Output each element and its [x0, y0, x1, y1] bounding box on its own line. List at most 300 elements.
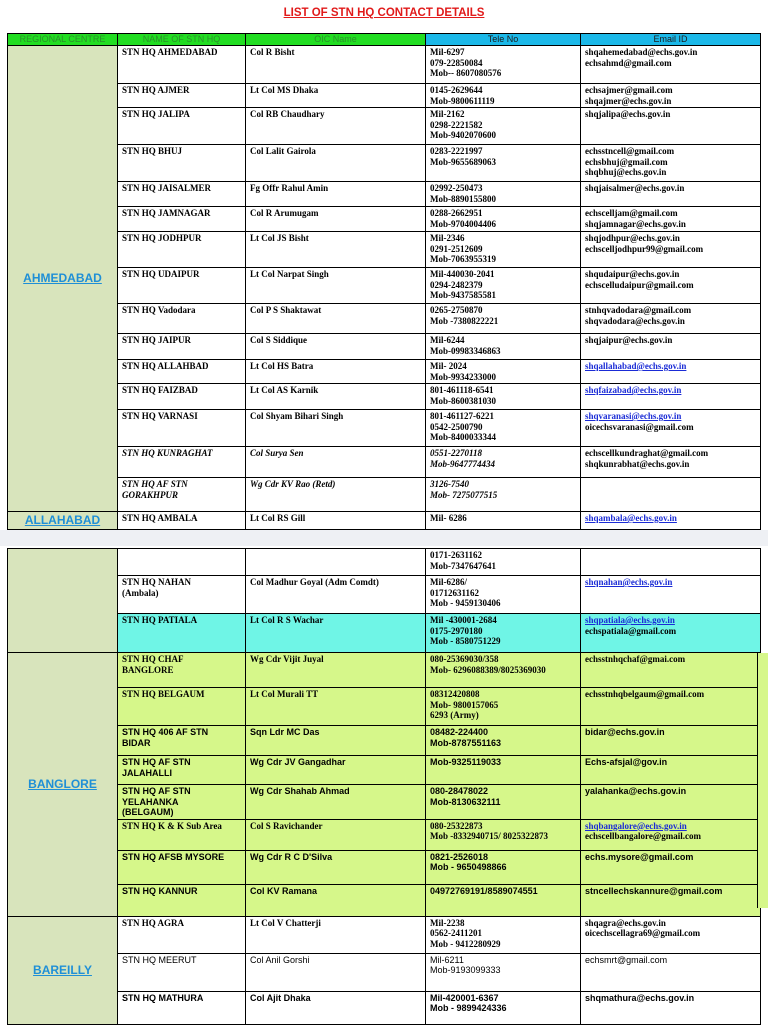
- tele-no: [426, 145, 581, 182]
- table-row: [8, 916, 761, 953]
- regional-centre-allahabad[interactable]: ALLAHABAD: [8, 512, 118, 530]
- document-title: LIST OF STN HQ CONTACT DETAILS: [283, 7, 485, 19]
- tele-no: [426, 884, 581, 916]
- table-row: [8, 726, 761, 756]
- tele-no: [426, 304, 581, 334]
- table-row: [8, 756, 761, 785]
- cell-line: STN HQ MATHURA: [122, 992, 204, 1003]
- email-id: [581, 304, 761, 334]
- table-edge-fill: [757, 653, 768, 908]
- stn-hq-name: [118, 688, 246, 726]
- cell-line: 0265-2750870: [430, 305, 483, 315]
- cell-line: STN HQ AF STN: [122, 786, 191, 796]
- cell-line: Mob-8787551163: [430, 737, 502, 748]
- email-id: [581, 576, 761, 614]
- cell-line: Mob- 9800157065: [430, 699, 499, 710]
- oic-name: [246, 785, 426, 820]
- tele-no: [426, 268, 581, 304]
- email-id: [581, 268, 761, 304]
- cell-line: shqajmer@echs.gov.in: [585, 95, 672, 106]
- email-id: [581, 478, 761, 512]
- cell-line: Wg Cdr JV Gangadhar: [250, 757, 346, 767]
- regional-centre-bareilly[interactable]: BAREILLY: [8, 916, 118, 1024]
- cell-line: 079-22850084: [430, 57, 483, 68]
- cell-line: 08312420808: [430, 689, 480, 699]
- oic-name: [246, 991, 426, 1024]
- cell-line: Mil-6286/: [430, 577, 467, 587]
- header-email-id: Email ID: [581, 34, 761, 46]
- cell-line: Mob-8400033344: [430, 432, 496, 442]
- table-row: [8, 334, 761, 360]
- oic-name: [246, 384, 426, 410]
- oic-name: [246, 819, 426, 850]
- oic-name: [246, 850, 426, 884]
- table-row: [8, 850, 761, 884]
- cell-line: BANGLORE: [122, 664, 174, 675]
- header-oic-name: OIC Name: [246, 34, 426, 46]
- cell-line: Col KV Ramana: [250, 885, 318, 896]
- cell-line: Mob -8332940715/ 8025322873: [430, 831, 548, 841]
- email-id: [581, 84, 761, 108]
- contact-table-lower: [7, 548, 761, 1025]
- cell-line: STN HQ CHAF: [122, 654, 184, 664]
- cell-line: Mob-7063955319: [430, 254, 496, 264]
- tele-no: [426, 726, 581, 756]
- tele-no: [426, 447, 581, 478]
- header-row: [8, 34, 761, 46]
- cell-line: Mil- 2024: [430, 361, 467, 371]
- email-link[interactable]: shqnahan@echs.gov.in: [585, 577, 673, 587]
- cell-line: STN HQ JODHPUR: [122, 233, 202, 243]
- cell-line: GORAKHPUR: [122, 489, 179, 500]
- email-link[interactable]: shqfaizabad@echs.gov.in: [585, 385, 682, 395]
- email-id: [581, 145, 761, 182]
- header-regional-centre: REGIONAL CENTRE: [8, 34, 118, 46]
- table-row: [8, 785, 761, 820]
- cell-line: Mob-9800611119: [430, 95, 495, 106]
- email-id: [581, 207, 761, 232]
- stn-hq-name: [118, 182, 246, 207]
- stn-hq-name: [118, 360, 246, 384]
- cell-line: echsstncell@gmail.com: [585, 146, 675, 156]
- oic-name: [246, 268, 426, 304]
- cell-line: Mil-6297: [430, 47, 465, 57]
- cell-line: 080-25369030/358: [430, 654, 499, 664]
- regional-centre-ahmedabad[interactable]: AHMEDABAD: [8, 46, 118, 512]
- cell-line: STN HQ ALLAHBAD: [122, 361, 209, 371]
- cell-line: shqjodhpur@echs.gov.in: [585, 233, 680, 243]
- cell-line: Lt Col V Chatterji: [250, 917, 321, 928]
- stn-hq-name: [118, 232, 246, 268]
- tele-no: [426, 549, 581, 576]
- header-stn-hq: NAME OF STN HQ: [118, 34, 246, 46]
- tele-no: [426, 653, 581, 688]
- stn-hq-name: [118, 991, 246, 1024]
- cell-line: STN HQ K & K Sub Area: [122, 820, 222, 831]
- cell-line: Lt Col AS Karnik: [250, 385, 319, 395]
- cell-line: STN HQ AF STN: [122, 479, 188, 489]
- cell-line: 0294-2482379: [430, 279, 483, 290]
- cell-line: 04972769191/8589074551: [430, 885, 538, 896]
- cell-line: Mil-6211: [430, 954, 464, 965]
- cell-line: 080-28478022: [430, 786, 489, 796]
- cell-line: echscelljodhpur99@gmail.com: [585, 243, 704, 254]
- table-row: [8, 512, 761, 530]
- cell-line: 0288-2662951: [430, 208, 483, 218]
- cell-line: STN HQ AHMEDABAD: [122, 47, 218, 57]
- tele-no: [426, 688, 581, 726]
- cell-line: Mob-8600381030: [430, 395, 496, 406]
- cell-line: Lt Col RS Gill: [250, 513, 306, 523]
- tele-no: [426, 360, 581, 384]
- stn-hq-name: [118, 268, 246, 304]
- cell-line: shqkunrabhat@echs.gov.in: [585, 458, 690, 469]
- cell-line: Mob -7380822221: [430, 315, 499, 326]
- table-row: [8, 447, 761, 478]
- cell-line: stncellechskannure@gmail.com: [585, 885, 723, 896]
- cell-line: Mob-9704004406: [430, 218, 496, 229]
- cell-line: Mob- 6296088389/8025369030: [430, 664, 546, 675]
- cell-line: Mob- 7275077515: [430, 489, 498, 500]
- table-row: [8, 991, 761, 1024]
- tele-no: [426, 478, 581, 512]
- cell-line: Mob-- 8607080576: [430, 68, 502, 78]
- oic-name: [246, 410, 426, 447]
- cell-line: STN HQ AMBALA: [122, 513, 198, 523]
- cell-line: echsahmd@gmail.com: [585, 57, 672, 68]
- cell-line: YELAHANKA: [122, 796, 179, 807]
- cell-line: STN HQ JAMNAGAR: [122, 208, 211, 218]
- regional-centre-continued: [8, 549, 118, 653]
- cell-line: STN HQ NAHAN: [122, 577, 192, 587]
- oic-name: [246, 726, 426, 756]
- cell-line: Col Anil Gorshi: [250, 954, 310, 965]
- cell-line: shqjaipur@echs.gov.in: [585, 335, 673, 345]
- cell-line: STN HQ JALIPA: [122, 109, 190, 119]
- cell-line: shqvadodara@echs.gov.in: [585, 315, 685, 326]
- oic-name: [246, 688, 426, 726]
- cell-line: STN HQ MEERUT: [122, 954, 197, 965]
- cell-line: Mob-8890155800: [430, 193, 496, 204]
- table-row: [8, 549, 761, 576]
- table-row: [8, 145, 761, 182]
- oic-name: [246, 953, 426, 991]
- cell-line: Mob - 8580751229: [430, 636, 501, 646]
- cell-line: Col RB Chaudhary: [250, 109, 325, 119]
- cell-line: 0562-2411201: [430, 928, 483, 938]
- table-row: [8, 108, 761, 145]
- tele-no: [426, 334, 581, 360]
- cell-line: STN HQ AJMER: [122, 85, 190, 95]
- stn-hq-name: [118, 549, 246, 576]
- cell-line: Lt Col JS Bisht: [250, 233, 309, 243]
- email-id: [581, 360, 761, 384]
- email-id: [581, 512, 761, 530]
- cell-line: Lt Col R S Wachar: [250, 615, 324, 625]
- cell-line: 0145-2629644: [430, 85, 483, 95]
- oic-name: [246, 232, 426, 268]
- cell-line: STN HQ AFSB MYSORE: [122, 851, 225, 862]
- cell-line: STN HQ KANNUR: [122, 885, 198, 896]
- stn-hq-name: [118, 304, 246, 334]
- tele-no: [426, 756, 581, 785]
- stn-hq-name: [118, 653, 246, 688]
- oic-name: [246, 884, 426, 916]
- cell-line: Lt Col HS Batra: [250, 361, 314, 371]
- cell-line: STN HQ Vadodara: [122, 305, 196, 315]
- cell-line: STN HQ FAIZBAD: [122, 385, 198, 395]
- cell-line: 0821-2526018: [430, 851, 489, 862]
- oic-name: [246, 614, 426, 653]
- cell-line: echsmrt@gmail.com: [585, 954, 668, 965]
- cell-line: 01712631162: [430, 587, 480, 598]
- cell-line: echscelludaipur@gmail.com: [585, 279, 694, 290]
- stn-hq-name: [118, 410, 246, 447]
- cell-line: Mob-9402070600: [430, 130, 496, 140]
- cell-line: shqmathura@echs.gov.in: [585, 992, 695, 1003]
- table-row: [8, 384, 761, 410]
- cell-line: STN HQ PATIALA: [122, 615, 198, 625]
- cell-line: BIDAR: [122, 737, 151, 748]
- cell-line: Mob - 9412280929: [430, 938, 501, 949]
- cell-line: echs.mysore@gmail.com: [585, 851, 694, 862]
- tele-no: [426, 850, 581, 884]
- cell-line: bidar@echs.gov.in: [585, 727, 665, 737]
- cell-line: shqagra@echs.gov.in: [585, 917, 666, 928]
- cell-line: echscelljam@gmail.com: [585, 208, 678, 218]
- cell-line: echscellbangalore@gmail.com: [585, 831, 701, 841]
- cell-line: STN HQ AGRA: [122, 917, 185, 928]
- cell-line: 02992-250473: [430, 183, 483, 193]
- email-id: [581, 549, 761, 576]
- cell-line: echsbhuj@gmail.com: [585, 156, 668, 167]
- tele-no: [426, 410, 581, 447]
- cell-line: 0283-2221997: [430, 146, 483, 156]
- cell-line: yalahanka@echs.gov.in: [585, 786, 687, 796]
- cell-line: 08482-224400: [430, 727, 489, 737]
- cell-line: Mob-7347647641: [430, 560, 496, 571]
- email-id: [581, 756, 761, 785]
- table-row: [8, 360, 761, 384]
- cell-line: Mob-09983346863: [430, 345, 501, 356]
- cell-line: Mob-8130632111: [430, 796, 501, 807]
- tele-no: [426, 512, 581, 530]
- cell-line: Echs-afsjal@gov.in: [585, 757, 668, 767]
- cell-line: STN HQ KUNRAGHAT: [122, 448, 213, 458]
- oic-name: [246, 334, 426, 360]
- cell-line: STN HQ VARNASI: [122, 411, 198, 421]
- cell-line: STN HQ JAIPUR: [122, 335, 192, 345]
- cell-line: echsstnhqbelgaum@gmail.com: [585, 689, 705, 699]
- oic-name: [246, 207, 426, 232]
- cell-line: Sqn Ldr MC Das: [250, 727, 320, 737]
- stn-hq-name: [118, 850, 246, 884]
- regional-centre-banglore[interactable]: BANGLORE: [8, 653, 118, 917]
- cell-line: shqjalipa@echs.gov.in: [585, 109, 671, 119]
- table-row: [8, 410, 761, 447]
- tele-no: [426, 384, 581, 410]
- cell-line: 801-461127-6221: [430, 411, 494, 421]
- oic-name: [246, 512, 426, 530]
- stn-hq-name: [118, 145, 246, 182]
- cell-line: Col R Bisht: [250, 47, 295, 57]
- cell-line: Mil-440030-2041: [430, 269, 495, 279]
- email-id: [581, 384, 761, 410]
- cell-line: 3126-7540: [430, 479, 469, 489]
- oic-name: [246, 360, 426, 384]
- cell-line: Col R Arumugam: [250, 208, 319, 218]
- cell-line: Col S Siddique: [250, 335, 308, 345]
- email-id: [581, 614, 761, 653]
- header-tele-no: Tele No: [426, 34, 581, 46]
- cell-line: Col Surya Sen: [250, 448, 304, 458]
- table-row: [8, 953, 761, 991]
- cell-line: Col Lalit Gairola: [250, 146, 316, 156]
- table-row: [8, 614, 761, 653]
- oic-name: [246, 478, 426, 512]
- email-link[interactable]: shqallahabad@echs.gov.in: [585, 361, 687, 371]
- table-row: [8, 232, 761, 268]
- cell-line: oicechscellagra69@gmail.com: [585, 928, 701, 938]
- cell-line: Mob-9934233000: [430, 371, 496, 382]
- stn-hq-name: [118, 756, 246, 785]
- stn-hq-name: [118, 953, 246, 991]
- email-id: [581, 232, 761, 268]
- table-row: [8, 688, 761, 726]
- tele-no: [426, 182, 581, 207]
- tele-no: [426, 232, 581, 268]
- cell-line: Wg Cdr Shahab Ahmad: [250, 786, 350, 796]
- cell-line: Mil-6244: [430, 335, 465, 345]
- table-row: [8, 884, 761, 916]
- stn-hq-name: [118, 334, 246, 360]
- stn-hq-name: [118, 726, 246, 756]
- tele-no: [426, 84, 581, 108]
- cell-line: 0291-2512609: [430, 243, 483, 254]
- cell-line: STN HQ 406 AF STN: [122, 727, 209, 737]
- cell-line: (BELGAUM): [122, 807, 174, 817]
- tele-no: [426, 991, 581, 1024]
- cell-line: Lt Col Murali TT: [250, 689, 319, 699]
- tele-no: [426, 916, 581, 953]
- email-id: [581, 334, 761, 360]
- stn-hq-name: [118, 46, 246, 84]
- email-link[interactable]: shqpatiala@echs.gov.in: [585, 615, 675, 625]
- oic-name: [246, 304, 426, 334]
- cell-line: echsajmer@gmail.com: [585, 85, 673, 95]
- stn-hq-name: [118, 819, 246, 850]
- tele-no: [426, 819, 581, 850]
- stn-hq-name: [118, 512, 246, 530]
- cell-line: 0542-2500790: [430, 421, 483, 432]
- cell-line: Mil -430001-2684: [430, 615, 497, 625]
- cell-line: Lt Col MS Dhaka: [250, 85, 319, 95]
- cell-line: shqudaipur@echs.gov.in: [585, 269, 680, 279]
- stn-hq-name: [118, 207, 246, 232]
- email-id: [581, 46, 761, 84]
- cell-line: Mil-2346: [430, 233, 465, 243]
- email-id: [581, 410, 761, 447]
- contact-table-upper: [7, 33, 761, 530]
- stn-hq-name: [118, 884, 246, 916]
- tele-no: [426, 207, 581, 232]
- cell-line: Mil-2238: [430, 917, 465, 928]
- email-id: [581, 991, 761, 1024]
- table-row: [8, 304, 761, 334]
- cell-line: Wg Cdr R C D'Silva: [250, 851, 333, 862]
- oic-name: [246, 108, 426, 145]
- cell-line: STN HQ BELGAUM: [122, 689, 205, 699]
- email-link[interactable]: shqvaranasi@echs.gov.in: [585, 411, 682, 421]
- stn-hq-name: [118, 785, 246, 820]
- tele-no: [426, 614, 581, 653]
- cell-line: 0175-2970180: [430, 625, 483, 636]
- cell-line: oicechsvaranasi@gmail.com: [585, 421, 694, 432]
- email-id: [581, 688, 761, 726]
- oic-name: [246, 576, 426, 614]
- email-id: [581, 653, 761, 688]
- table-row: [8, 182, 761, 207]
- cell-line: Mob - 9650498866: [430, 862, 507, 872]
- email-id: [581, 182, 761, 207]
- cell-line: shqjaisalmer@echs.gov.in: [585, 183, 685, 193]
- cell-line: Mob - 9459130406: [430, 598, 501, 608]
- stn-hq-name: [118, 84, 246, 108]
- email-id: [581, 850, 761, 884]
- email-id: [581, 819, 761, 850]
- cell-line: 6293 (Army): [430, 710, 479, 720]
- cell-line: echspatiala@gmail.com: [585, 625, 677, 636]
- table-row: [8, 207, 761, 232]
- cell-line: Col P S Shaktawat: [250, 305, 322, 315]
- cell-line: Col Madhur Goyal (Adm Comdt): [250, 577, 379, 587]
- cell-line: 801-461118-6541: [430, 385, 494, 395]
- oic-name: [246, 145, 426, 182]
- cell-line: STN HQ JAISALMER: [122, 183, 212, 193]
- cell-line: Col Ajit Dhaka: [250, 992, 311, 1003]
- email-link[interactable]: shqambala@echs.gov.in: [585, 513, 677, 523]
- cell-line: JALAHALLI: [122, 767, 172, 778]
- cell-line: Mob - 9899424336: [430, 1003, 507, 1013]
- cell-line: Mil- 6286: [430, 513, 467, 523]
- email-id: [581, 447, 761, 478]
- cell-line: Col Shyam Bihari Singh: [250, 411, 344, 421]
- cell-line: 0171-2631162: [430, 550, 483, 560]
- email-id: [581, 953, 761, 991]
- table-row: [8, 576, 761, 614]
- stn-hq-name: [118, 916, 246, 953]
- cell-line: Mil-420001-6367: [430, 992, 499, 1003]
- table-row: [8, 478, 761, 512]
- stn-hq-name: [118, 384, 246, 410]
- table-row: [8, 819, 761, 850]
- tele-no: [426, 576, 581, 614]
- cell-line: Col S Ravichander: [250, 820, 323, 831]
- oic-name: [246, 46, 426, 84]
- email-link[interactable]: shqbangalore@echs.gov.in: [585, 820, 687, 831]
- cell-line: shqahemedabad@echs.gov.in: [585, 47, 698, 57]
- oic-name: [246, 756, 426, 785]
- tele-no: [426, 46, 581, 84]
- tele-no: [426, 108, 581, 145]
- cell-line: Fg Offr Rahul Amin: [250, 183, 329, 193]
- table-row: [8, 84, 761, 108]
- cell-line: shqbhuj@echs.gov.in: [585, 167, 667, 177]
- cell-line: 080-25322873: [430, 820, 483, 831]
- table-row: [8, 268, 761, 304]
- cell-line: Mob-9647774434: [430, 458, 495, 469]
- tele-no: [426, 953, 581, 991]
